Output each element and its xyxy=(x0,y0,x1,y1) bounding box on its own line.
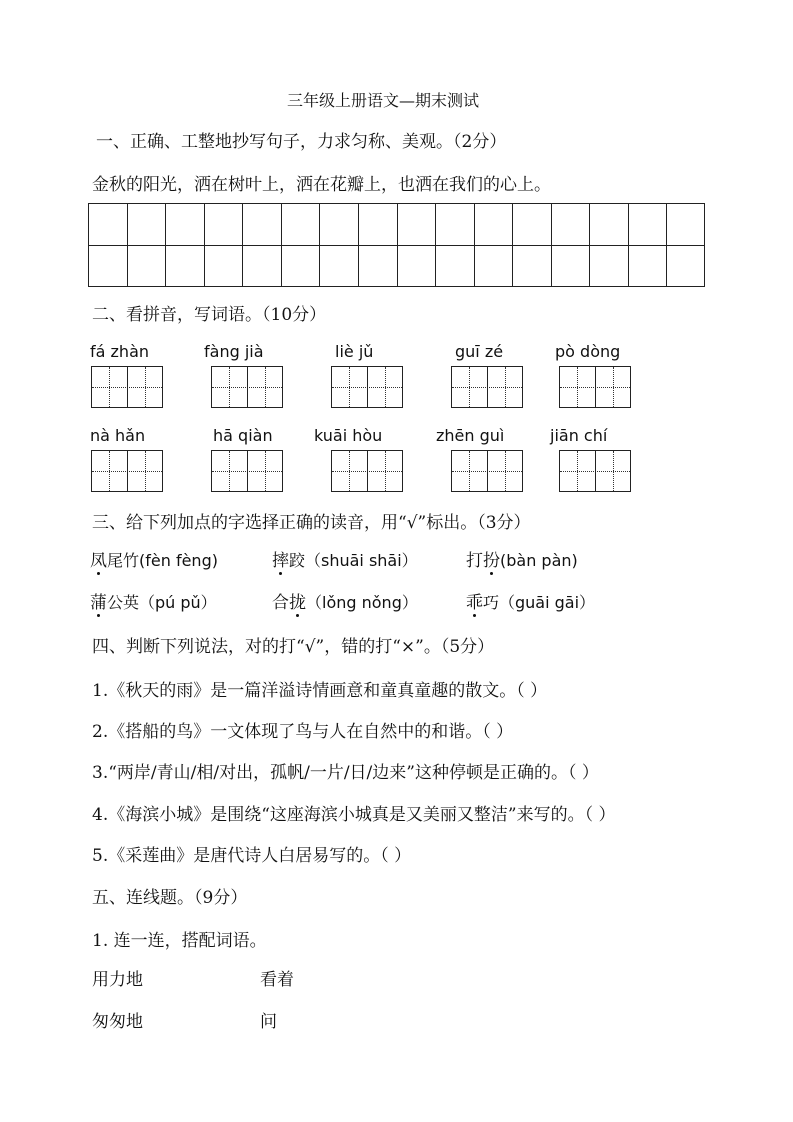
pinyin-label: hā qiàn xyxy=(213,426,273,445)
answer-box[interactable] xyxy=(451,450,523,492)
reading-item[interactable]: 打扮(bàn pàn) xyxy=(466,546,578,571)
match-left-item[interactable]: 用力地 xyxy=(92,970,143,990)
judge-item[interactable]: 3.“两岸/青山/相/对出，孤帆/一片/日/边来”这种停顿是正确的。（ ） xyxy=(92,763,599,783)
reading-item[interactable]: 乖巧（guāi gāi） xyxy=(466,588,595,613)
answer-box[interactable] xyxy=(331,366,403,408)
section1-heading: 一、正确、工整地抄写句子，力求匀称、美观。（2分） xyxy=(96,132,507,152)
dotted-char: 扮 xyxy=(483,546,500,571)
reading-item[interactable]: 蒲公英（pú pǔ） xyxy=(90,588,217,613)
dotted-char: 凤 xyxy=(90,546,107,571)
answer-box[interactable] xyxy=(91,450,163,492)
answer-box[interactable] xyxy=(451,366,523,408)
judge-item[interactable]: 5.《采莲曲》是唐代诗人白居易写的。（ ） xyxy=(92,846,412,866)
dotted-char: 拢 xyxy=(289,588,306,613)
judge-item[interactable]: 4.《海滨小城》是围绕“这座海滨小城真是又美丽又整洁”来写的。（ ） xyxy=(92,805,616,825)
judge-item[interactable]: 2.《搭船的鸟》一文体现了鸟与人在自然中的和谐。（ ） xyxy=(92,722,514,742)
match-left-item[interactable]: 匆匆地 xyxy=(92,1012,143,1032)
copy-writing-grid[interactable] xyxy=(88,203,705,287)
pinyin-label: fá zhàn xyxy=(90,342,150,361)
pinyin-label: liè jǔ xyxy=(335,342,374,361)
pinyin-label: kuāi hòu xyxy=(314,426,383,445)
pinyin-label: jiān chí xyxy=(550,426,608,445)
pinyin-label: pò dòng xyxy=(555,342,621,361)
match-right-item[interactable]: 看着 xyxy=(260,970,294,990)
judge-item[interactable]: 1.《秋天的雨》是一篇洋溢诗情画意和童真童趣的散文。（ ） xyxy=(92,681,548,701)
page-title: 三年级上册语文—期末测试 xyxy=(287,91,480,110)
dotted-char: 摔 xyxy=(272,546,289,571)
pinyin-label: guī zé xyxy=(455,342,504,361)
answer-box[interactable] xyxy=(211,450,283,492)
copy-sentence: 金秋的阳光，洒在树叶上，洒在花瓣上，也洒在我们的心上。 xyxy=(92,175,551,195)
answer-box[interactable] xyxy=(91,366,163,408)
dotted-char: 乖 xyxy=(466,588,483,613)
reading-item[interactable]: 摔跤（shuāi shāi） xyxy=(272,546,418,571)
answer-box[interactable] xyxy=(559,450,631,492)
section3-heading: 三、给下列加点的字选择正确的读音，用“√”标出。（3分） xyxy=(92,513,531,533)
answer-box[interactable] xyxy=(331,450,403,492)
match-right-item[interactable]: 问 xyxy=(260,1012,277,1032)
dotted-char: 蒲 xyxy=(90,588,107,613)
pinyin-label: fàng jià xyxy=(204,342,264,361)
answer-box[interactable] xyxy=(559,366,631,408)
section2-heading: 二、看拼音，写词语。（10分） xyxy=(92,305,327,325)
section5-heading: 五、连线题。（9分） xyxy=(92,888,248,908)
reading-item[interactable]: 合拢（lǒng nǒng） xyxy=(272,588,418,613)
reading-item[interactable]: 凤尾竹(fèn fèng) xyxy=(90,546,218,571)
section4-heading: 四、判断下列说法，对的打“√”，错的打“×”。（5分） xyxy=(92,637,495,657)
pinyin-label: zhēn guì xyxy=(436,426,505,445)
pinyin-label: nà hǎn xyxy=(90,426,146,445)
answer-box[interactable] xyxy=(211,366,283,408)
section5-subheading: 1. 连一连，搭配词语。 xyxy=(92,931,267,951)
